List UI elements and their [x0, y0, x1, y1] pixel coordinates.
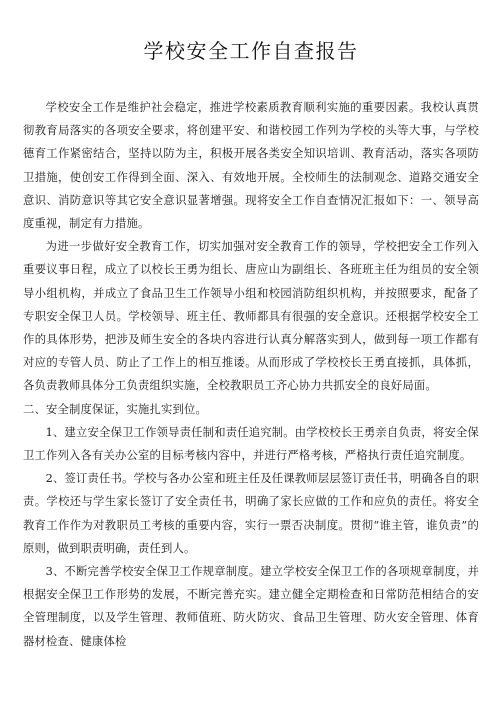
paragraph-item-1: 1、建立安全保卫工作领导责任制和责任追究制。由学校校长王勇亲自负责，将安全保卫工作列入各有关办公室的目标考核内容中，并进行严格考核，严格执行责任追究制度。 — [23, 425, 479, 463]
section-heading-safety-system: 二、安全制度保证，实施扎实到位。 — [23, 402, 207, 416]
paragraph-intro: 学校安全工作是维护社会稳定，推进学校素质教育顺利实施的重要因素。我校认真贯彻教育局落实的各项安全要求，将创建平安、和谐校园工作列为学校的头等大事，与学校德育工作紧密结合，坚持以防为主，积极开展各类安全知识培训、教育活动，落实各项防卫措施，使创安工作得到全面、深入、有效地开展。全校师生的法制观念、道路交通安全意识、消防意识等其它安全意识显著增强。现将安全工作自查情况汇报如下：一、领导高度重视，制定有力措施。 — [23, 101, 479, 231]
document-title: 学校安全工作自查报告 — [143, 39, 359, 63]
paragraph-leadership: 为进一步做好安全教育工作，切实加强对安全教育工作的领导，学校把安全工作列入重要议事日程，成立了以校长王勇为组长、唐应山为副组长、各班班主任为组员的安全领导小组机构，并成立了食品卫生工作领导小组和校园消防组织机构，并按照要求，配备了专职安全保卫人员。学校领导、班主任、教师都具有很强的安全意识。还根据学校安全工作的具体形势，把涉及师生安全的各块内容进行认真分解落实到人，做到每一项工作都有对应的专管人员、防止了工作上的相互推诿。从而形成了学校校长王勇直接抓，具体抓，各负责教师具体分工负责组织实施，全校教职员工齐心协力共抓安全的良好局面。 — [23, 240, 479, 393]
paragraph-item-3: 3、不断完善学校安全保卫工作规章制度。建立学校安全保卫工作的各项规章制度，并根据安全保卫工作形势的发展，不断完善充实。建立健全定期检查和日常防范相结合的安全管理制度，以及学生管理、教师值班、防火防灾、食品卫生管理、防火安全管理、体育器材检查、健康体检 — [23, 565, 479, 648]
paragraph-item-2: 2、签订责任书。学校与各办公室和班主任及任课教师层层签订责任书，明确各自的职责。学校还与学生家长签订了安全责任书，明确了家长应做的工作和应负的责任。将安全教育工作作为对教职员工考核的重要内容，实行一票否决制度。贯彻“谁主管，谁负责”的原则，做到职责明确，责任到人。 — [23, 472, 479, 555]
document-body — [23, 96, 479, 653]
